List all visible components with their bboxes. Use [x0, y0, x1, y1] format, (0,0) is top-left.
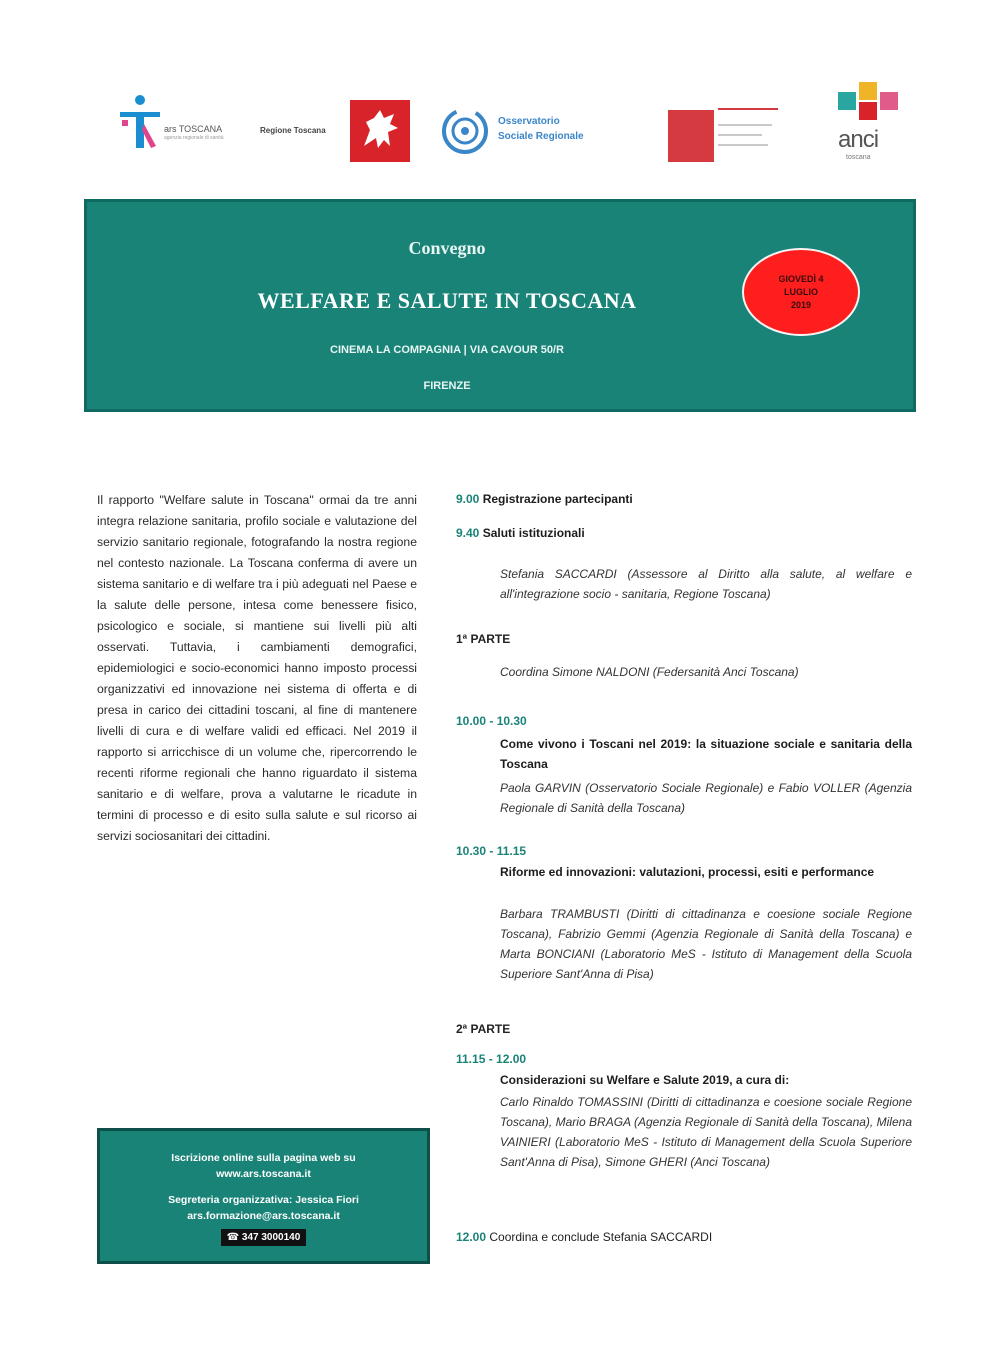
regione-toscana-label: Regione Toscana	[260, 126, 326, 135]
item-title: Considerazioni su Welfare e Salute 2019, a cura di:	[500, 1073, 790, 1087]
programme-item	[456, 1052, 526, 1066]
date-year: 2019	[790, 299, 812, 310]
phone-number[interactable]: ☎ 347 3000140	[221, 1229, 307, 1246]
programme-item	[456, 844, 526, 858]
event-title: WELFARE E SALUTE IN TOSCANA	[257, 288, 637, 313]
item-time: 12.00	[456, 1230, 487, 1244]
item-title: Coordina e conclude Stefania SACCARDI	[489, 1230, 713, 1244]
anci-logo-text: anci	[838, 126, 879, 153]
event-date-badge	[742, 248, 860, 336]
registration-text: Iscrizione online sulla pagina web su	[171, 1152, 356, 1164]
anci-square	[838, 92, 856, 110]
item-speakers: Stefania SACCARDI (Assessore al Diritto alla salute, al welfare e all'integrazione socio - sanitaria, Regione Toscana)	[500, 567, 912, 601]
item-title: Registrazione partecipanti	[482, 492, 633, 506]
anci-square	[880, 92, 898, 110]
osr-logo-text	[498, 114, 584, 144]
item-time: 10.00 - 10.30	[456, 714, 527, 728]
item-time: 10.30 - 11.15	[456, 844, 527, 858]
session-chair: Coordina Simone NALDONI (Federsanità Anci Toscana)	[500, 665, 799, 679]
item-time: 11.15 - 12.00	[456, 1052, 527, 1066]
ars-logo-text: ars TOSCANA	[164, 124, 223, 134]
mes-red-block	[668, 110, 714, 162]
item-time: 9.00	[456, 492, 480, 506]
anci-square	[859, 82, 877, 100]
secretariat-text: Segreteria organizzativa: Jessica Fiori	[168, 1194, 359, 1206]
item-title: Saluti istituzionali	[482, 526, 585, 540]
programme-item	[456, 1230, 712, 1244]
mes-text-line	[718, 144, 768, 146]
anci-toscana-logo	[832, 82, 907, 162]
item-speakers: Paola GARVIN (Osservatorio Sociale Regionale) e Fabio VOLLER (Agenzia Regionale di Sanità della Toscana)	[500, 781, 912, 815]
ars-toscana-logo	[118, 94, 258, 149]
programme-item	[456, 714, 527, 728]
event-kicker: Convegno	[408, 238, 486, 258]
registration-link[interactable]: www.ars.toscana.it	[216, 1168, 311, 1180]
part-heading: 1ª PARTE	[456, 632, 511, 646]
event-city: FIRENZE	[423, 380, 471, 392]
item-speakers: Barbara TRAMBUSTI (Diritti di cittadinanza e coesione sociale Regione Toscana), Fabrizio Gemmi (Agenzia Regionale di Sanità della Toscana) e Marta BONCIANI (Laboratorio MeS - Istituto di Management della Scuola Superiore Sant'Anna di Pisa)	[500, 907, 912, 981]
regione-toscana-pegasus-logo	[350, 100, 410, 162]
programme-item	[456, 526, 585, 540]
programme-item	[456, 492, 633, 506]
date-day: GIOVEDÌ 4	[778, 273, 824, 284]
phone-row	[100, 1229, 427, 1246]
item-time: 9.40	[456, 526, 480, 540]
anci-square	[859, 102, 877, 120]
osr-line2: Sociale Regionale	[498, 131, 584, 142]
secretariat-email[interactable]: ars.formazione@ars.toscana.it	[187, 1210, 340, 1222]
anci-logo-subtext: toscana	[846, 154, 871, 161]
item-title: Come vivono i Toscani nel 2019: la situazione sociale e sanitaria della Toscana	[500, 737, 912, 771]
mes-text-line	[718, 108, 778, 110]
item-title: Riforme ed innovazioni: valutazioni, processi, esiti e performance	[500, 865, 875, 879]
item-speakers: Carlo Rinaldo TOMASSINI (Diritti di cittadinanza e coesione sociale Regione Toscana), Mario BRAGA (Agenzia Regionale di Sanità della Toscana), Milena VAINIERI (Laboratorio MeS - Istituto di Management della Scuola Superiore Sant'Anna di Pisa), Simone GHERI (Anci Toscana)	[500, 1095, 912, 1169]
date-month: LUGLIO	[784, 286, 818, 297]
mes-text-line	[718, 134, 762, 136]
part-heading: 2ª PARTE	[456, 1022, 511, 1036]
intro-paragraph: Il rapporto "Welfare salute in Toscana" ormai da tre anni integra relazione sanitaria, profilo sociale e valutazione del servizio sanitario regionale, fotografando la nostra regione nel contesto nazionale. La Toscana conferma di avere un sistema sanitario e di welfare tra i più adeguati nel Paese e la salute delle persone, intesa come benessere fisico, psicologico e sociale, si mantiene sui livelli più alti osservati. Tuttavia, i cambiamenti demografici, epidemiologici e socio-economici hanno imposto processi organizzativi ed innovazione nei sistema di offerta e di presa in carico dei cittadini toscani, al fine di mantenere livelli di cura e di welfare validi ed efficaci. Nel 2019 il rapporto si arricchisce di un volume che, ripercorrendo le recenti riforme regionali che hanno riguardato il sistema sanitario e di welfare, prova a valutarne le ricadute in termini di processo e di esito sulla salute e sul ricorso ai servizi sociosanitari dei cittadini.	[97, 493, 417, 843]
event-banner	[84, 199, 916, 412]
ars-figure-icon	[118, 94, 162, 150]
event-venue: CINEMA LA COMPAGNIA | VIA CAVOUR 50/R	[330, 344, 564, 356]
osservatorio-sociale-logo	[440, 106, 640, 156]
osr-line1: Osservatorio	[498, 116, 560, 127]
osr-circle-icon	[440, 106, 490, 156]
mes-text-line	[718, 124, 772, 126]
laboratorio-mes-logo	[668, 104, 788, 162]
registration-info-box	[97, 1128, 430, 1264]
partner-logos	[110, 80, 910, 170]
ars-logo-subtext: agenzia regionale di sanità	[164, 135, 224, 141]
pegasus-icon	[350, 100, 410, 162]
